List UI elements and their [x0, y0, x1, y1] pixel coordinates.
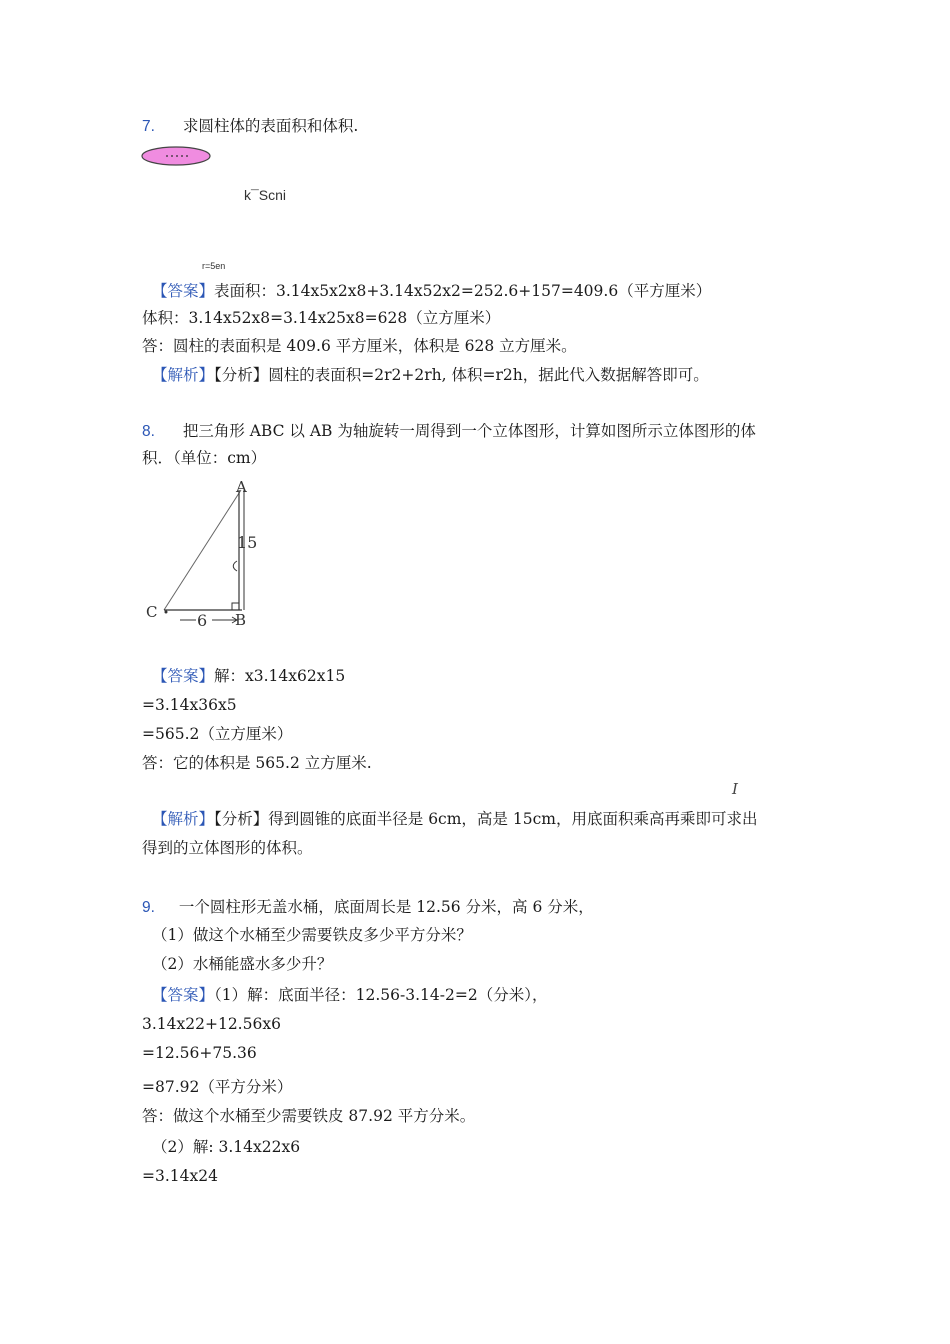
- q8-analysis-1: [152, 808, 757, 830]
- q9-answer-3: =12.56+75.36: [142, 1044, 257, 1062]
- stray-mark: I: [732, 780, 738, 798]
- q7-height-label: k¯Scni: [244, 187, 286, 203]
- q9-question-text-1: 一个圆柱形无盖水桶，底面周长是 12.56 分米，高 6 分米，: [178, 898, 594, 916]
- q9-answer-tag: 【答案】: [152, 986, 215, 1004]
- q9-question-2: （1）做这个水桶至少需要铁皮多少平方分米？: [152, 926, 472, 944]
- q8-answer-2: =3.14x36x5: [142, 696, 237, 714]
- q8-answer-3: =565.2（立方厘米）: [142, 725, 293, 743]
- q8-analysis-tag: 【解析】: [152, 810, 215, 828]
- q9-answer-7: =3.14x24: [142, 1167, 218, 1185]
- height-label: 15: [237, 533, 258, 552]
- vertex-c-label: C: [146, 603, 158, 621]
- q7-answer-1: [152, 280, 711, 302]
- q8-analysis-text-1: 【分析】得到圆锥的底面半径是 6cm，高是 15cm，用底面积乘高再乘即可求出: [214, 810, 758, 828]
- q7-radius-label: r=5en: [202, 261, 226, 271]
- q9-question-1: [142, 896, 594, 919]
- cylinder-figure: [140, 145, 214, 169]
- q7-answer-2: 体积：3.14x52x8=3.14x25x8=628（立方厘米）: [142, 309, 501, 327]
- q9-answer-2: 3.14x22+12.56x6: [142, 1015, 281, 1033]
- q7-answer-3: 答：圆柱的表面积是 409.6 平方厘米，体积是 628 立方厘米。: [142, 337, 577, 355]
- q8-question-text-1: 把三角形 ABC 以 AB 为轴旋转一周得到一个立体图形，计算如图所示立体图形的体: [182, 422, 756, 440]
- q9-question-3: （2）水桶能盛水多少升？: [152, 955, 333, 973]
- q9-answer-text-1: （1）解：底面半径：12.56-3.14-2=2（分米），: [214, 986, 548, 1004]
- q9-number: 9.: [142, 899, 155, 916]
- q7-analysis: [152, 364, 709, 386]
- q7-question-text: 求圆柱体的表面积和体积.: [182, 117, 359, 135]
- vertex-a-label: A: [236, 478, 247, 496]
- triangle-figure: [140, 476, 280, 632]
- q7-number: 7.: [142, 118, 155, 135]
- q7-question: [142, 115, 358, 138]
- q9-answer-1: [152, 984, 547, 1006]
- q7-answer-tag: 【答案】: [152, 282, 215, 300]
- q7-answer-text-1: 表面积：3.14x5x2x8+3.14x52x2=252.6+157=409.6（平方厘米）: [214, 282, 712, 300]
- q7-analysis-text: 【分析】圆柱的表面积=2r2+2rh, 体积=r2h，据此代入数据解答即可。: [214, 366, 709, 384]
- q8-answer-1: [152, 665, 345, 687]
- q9-answer-4: =87.92（平方分米）: [142, 1078, 293, 1096]
- q9-answer-6: （2）解: 3.14x22x6: [152, 1138, 301, 1156]
- base-label: 6: [197, 611, 208, 630]
- q8-number: 8.: [142, 423, 155, 440]
- q8-answer-text-1: 解：x3.14x62x15: [214, 667, 346, 685]
- q9-answer-5: 答：做这个水桶至少需要铁皮 87.92 平方分米。: [142, 1107, 476, 1125]
- q8-answer-tag: 【答案】: [152, 667, 215, 685]
- q8-analysis-2: 得到的立体图形的体积。: [142, 839, 313, 857]
- q7-analysis-tag: 【解析】: [152, 366, 215, 384]
- q8-answer-4: 答：它的体积是 565.2 立方厘米.: [142, 754, 372, 772]
- q8-question-2: 积．（单位：cm）: [142, 449, 267, 467]
- vertex-b-label: B: [235, 611, 247, 629]
- q8-question-1: [142, 420, 756, 443]
